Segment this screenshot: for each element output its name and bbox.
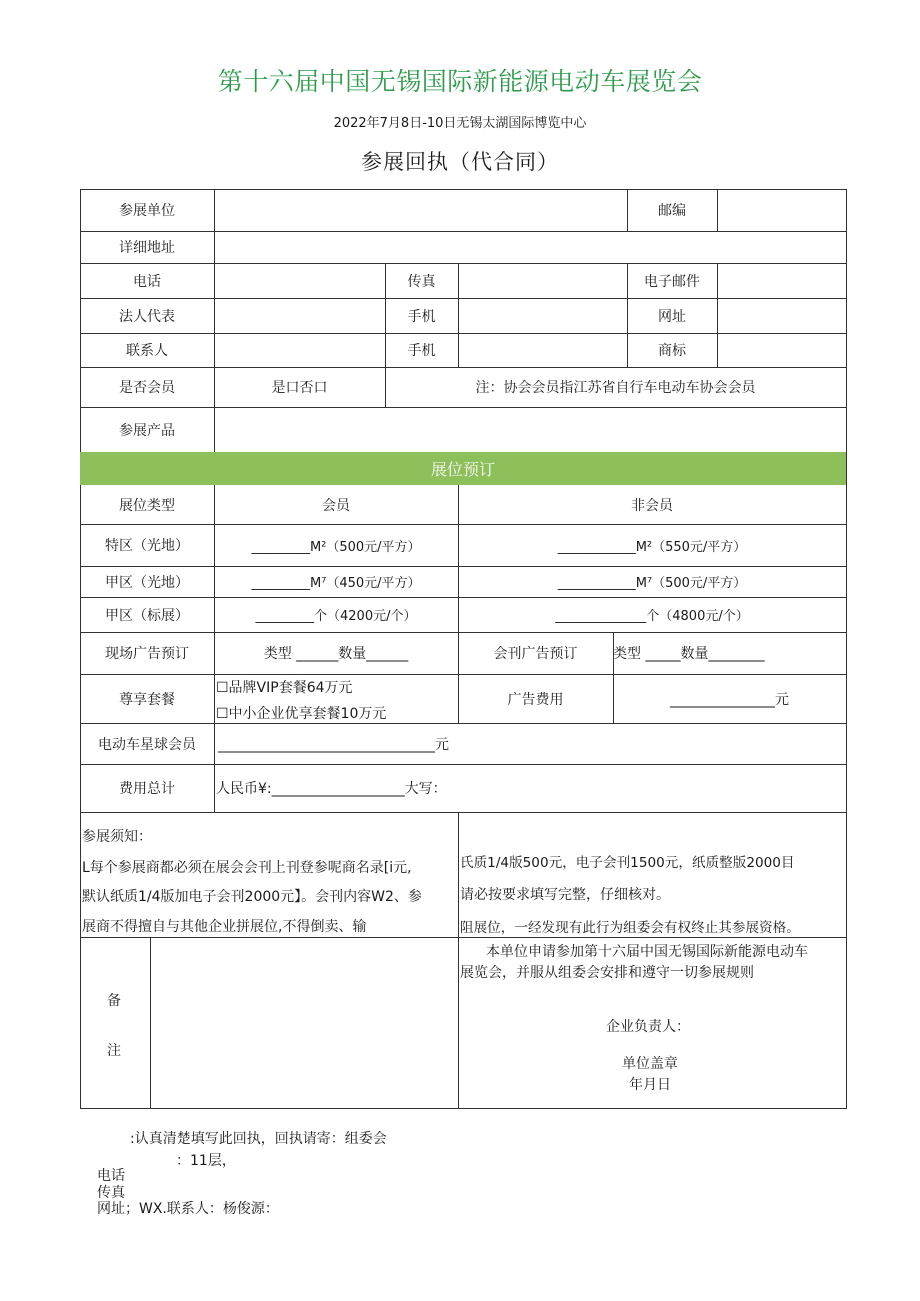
label-website: 网址 [658,308,686,325]
notes-left-line-1: L每个参展商都必须在展会会刊上刊登参呢商名录[i元, [82,860,412,876]
zone-a-standard-member-count[interactable]: _________个（4200元/个） [255,609,417,624]
exhibition-date-venue: 2022年7月8日-10日无锡太湖国际博览中心 [333,116,587,131]
page-title: 第十六届中国无锡国际新能源电动车展览会 [217,67,703,96]
address-field[interactable] [215,232,846,263]
email-field[interactable] [718,264,846,298]
notes-left-line-3: 展商不得擅自与其他企业拼展位,不得倒卖、输 [82,919,367,935]
application-statement-line-2: 展览会，并服从组委会安排和遵守一切参展规则 [460,965,754,981]
notes-heading: 参展须知： [82,829,152,845]
label-postcode: 邮编 [658,203,686,219]
label-email: 电子邮件 [644,273,700,290]
label-zone-a-standard: 甲区（标展） [105,607,189,624]
trademark-field[interactable] [718,334,846,367]
form-title: 参展回执（代合同） [361,150,559,174]
label-phone: 电话 [133,273,161,290]
remarks-field[interactable] [151,938,457,1107]
application-statement-line-1: 本单位申请参加第十六届中国无锡国际新能源电动车 [486,944,808,960]
package-vip-checkbox[interactable]: ☐品牌VIP套餐64万元 [216,680,353,696]
member-yes-no-checkboxes[interactable]: 是口否口 [271,380,328,396]
company-seal-label: 单位盖章 [622,1056,678,1072]
label-journal-ad: 会刊广告预订 [493,646,578,662]
legal-rep-field[interactable] [215,299,385,333]
label-booth-type: 展位类型 [119,497,175,514]
notes-right-line-2: 请必按要求填写完整，仔细核对。 [460,887,670,903]
special-zone-nonmember-area[interactable]: ____________M²（550元/平方） [557,539,747,555]
footer-address-floor: ：11层， [176,1153,236,1169]
label-star-member: 电动车星球会员 [98,736,196,753]
member-note: 注：协会会员指江苏省自行车电动车协会会员 [475,380,756,396]
footer-fax-label: 传真 [97,1185,125,1201]
label-products: 参展产品 [119,422,175,439]
journal-ad-field[interactable]: 类型 _____数量________ [613,646,765,662]
mobile-2-field[interactable] [459,334,627,367]
label-special-zone-raw: 特区（光地） [105,538,189,554]
label-zone-a-raw: 甲区（光地） [105,574,189,591]
postcode-field[interactable] [718,190,846,231]
label-is-member: 是否会员 [119,380,175,396]
booth-booking-banner: 展位预订 [80,452,846,485]
ad-fee-field[interactable]: _______________元 [670,691,789,708]
label-ad-fee: 广告费用 [507,691,564,708]
responsible-person-label: 企业负责人： [606,1019,690,1035]
label-address: 详细地址 [119,240,175,256]
mobile-1-field[interactable] [459,299,627,333]
header-nonmember: 非会员 [631,497,673,514]
label-onsite-ad: 现场广告预订 [105,646,189,662]
phone-field[interactable] [215,264,385,298]
website-field[interactable] [718,299,846,333]
star-member-field[interactable]: _______________________________元 [218,736,449,753]
zone-a-raw-nonmember-area[interactable]: ____________M⁷（500元/平方） [557,576,747,591]
footer-website-contact: 网址；WX.联系人：杨俊源： [97,1201,279,1217]
header-member: 会员 [322,497,350,514]
notes-left-line-2: 默认纸质1/4版加电子会刊2000元】。会刊内容W2、参 [82,889,422,905]
products-field[interactable] [215,408,846,452]
label-mobile-2: 手机 [407,343,436,359]
company-field[interactable] [215,190,627,231]
label-trademark: 商标 [658,343,686,359]
label-company: 参展单位 [119,203,175,219]
footer-instruction: :认真清楚填写此回执，回执请寄：组委会 [130,1131,387,1147]
label-package: 尊享套餐 [119,691,175,708]
remarks-label-char-1: 备 [107,993,121,1009]
fax-field[interactable] [459,264,627,298]
zone-a-standard-nonmember-count[interactable]: ______________个（4800元/个） [555,609,749,624]
date-label: 年月日 [629,1077,671,1093]
label-contact: 联系人 [126,343,168,359]
package-sme-checkbox[interactable]: ☐中小企业优享套餐10万元 [216,706,387,722]
label-mobile-1: 手机 [407,308,436,325]
label-fax: 传真 [407,273,436,290]
special-zone-member-area[interactable]: _________M²（500元/平方） [251,539,421,555]
zone-a-raw-member-area[interactable]: _________M⁷（450元/平方） [251,576,421,591]
notes-right-line-1: 氏质1/4版500元，电子会刊1500元，纸质整版2000目 [460,855,795,871]
contact-field[interactable] [215,334,385,367]
notes-right-line-3: 阻展位，一经发现有此行为组委会有权终止其参展资格。 [460,920,800,936]
total-fee-field[interactable]: 人民币¥:___________________大写： [216,781,447,797]
label-legal-rep: 法人代表 [119,308,175,325]
label-total: 费用总计 [119,781,175,797]
remarks-label-char-2: 注 [107,1043,121,1059]
footer-phone-label: 电话 [97,1168,125,1184]
onsite-ad-field[interactable]: 类型 ______数量______ [263,646,409,662]
